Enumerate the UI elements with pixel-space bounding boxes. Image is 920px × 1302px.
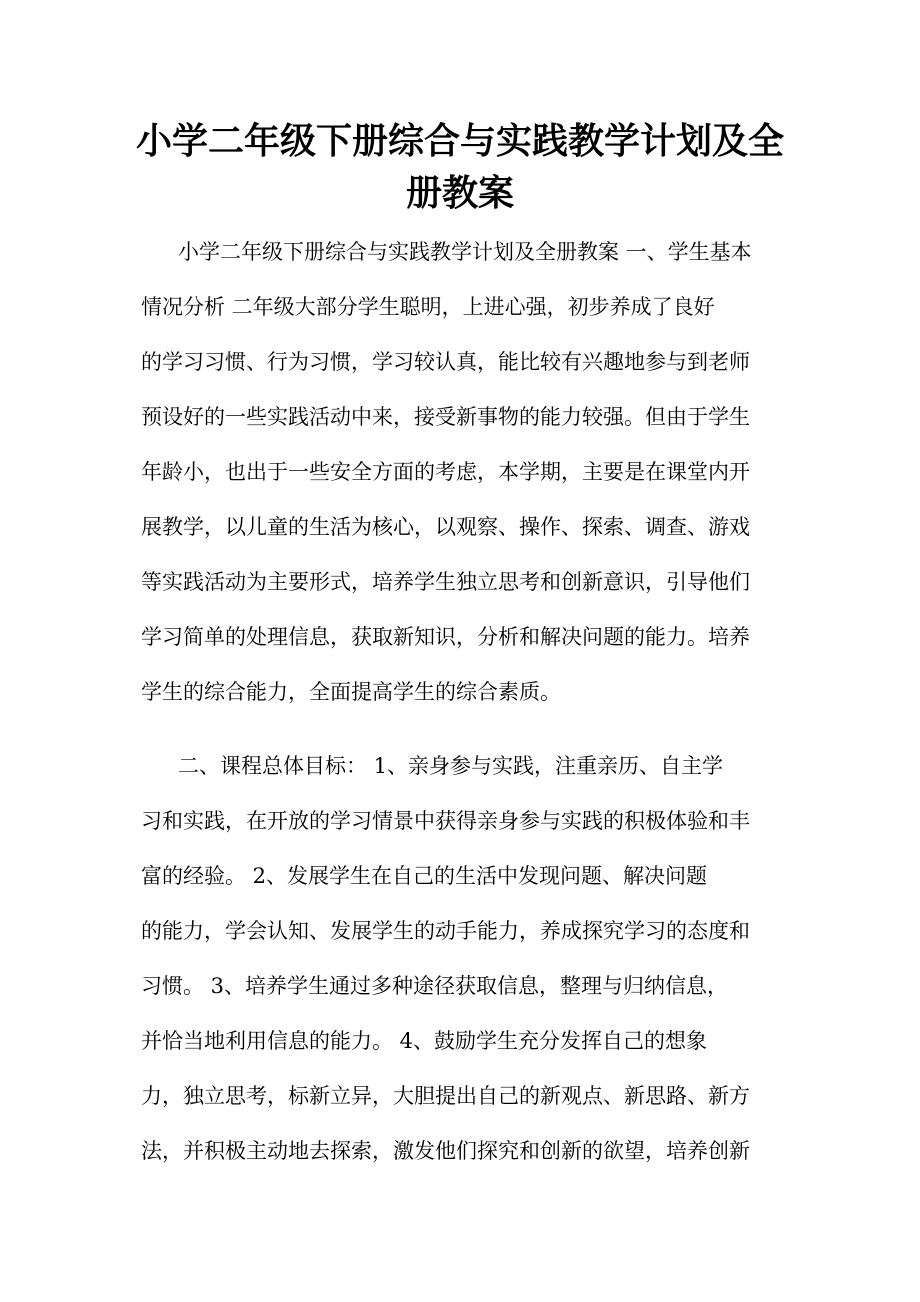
paragraph-line: 小学二年级下册综合与实践教学计划及全册教案 一、学生基本 [178, 240, 752, 264]
paragraph-line: 二、课程总体目标： 1、亲身参与实践，注重亲历、自主学 [178, 754, 724, 778]
paragraph-line: 学习简单的处理信息，获取新知识，分析和解决问题的能力。培养 [141, 625, 750, 649]
paragraph-line: 年龄小，也出于一些安全方面的考虑，本学期，主要是在课堂内开 [141, 460, 750, 484]
paragraph-line: 的能力，学会认知、发展学生的动手能力，养成探究学习的态度和 [141, 919, 750, 943]
paragraph-line: 情况分析 二年级大部分学生聪明，上进心强，初步养成了良好 [141, 295, 715, 319]
paragraph-line: 法，并积极主动地去探索，激发他们探究和创新的欲望，培养创新 [141, 1139, 750, 1163]
paragraph-line: 等实践活动为主要形式，培养学生独立思考和创新意识，引导他们 [141, 570, 750, 594]
paragraph-line: 学生的综合能力，全面提高学生的综合素质。 [141, 680, 561, 704]
paragraph-line: 习惯。 3、培养学生通过多种途径获取信息，整理与归纳信息， [141, 974, 729, 998]
paragraph-line: 预设好的一些实践活动中来，接受新事物的能力较强。但由于学生 [141, 405, 750, 429]
document-title-line-1: 小学二年级下册综合与实践教学计划及全 [135, 121, 784, 162]
paragraph-line: 并恰当地利用信息的能力。 4、鼓励学生充分发挥自己的想象 [141, 1029, 708, 1053]
paragraph-line: 习和实践，在开放的学习情景中获得亲身参与实践的积极体验和丰 [141, 809, 750, 833]
paragraph-line: 的学习习惯、行为习惯，学习较认真，能比较有兴趣地参与到老师 [141, 350, 750, 374]
paragraph-line: 展教学，以儿童的生活为核心，以观察、操作、探索、调查、游戏 [141, 515, 750, 539]
paragraph-line: 力，独立思考，标新立异，大胆提出自己的新观点、新思路、新方 [141, 1084, 750, 1108]
paragraph-line: 富的经验。 2、发展学生在自己的生活中发现问题、解决问题 [141, 864, 708, 888]
document-title-line-2: 册教案 [405, 173, 514, 214]
